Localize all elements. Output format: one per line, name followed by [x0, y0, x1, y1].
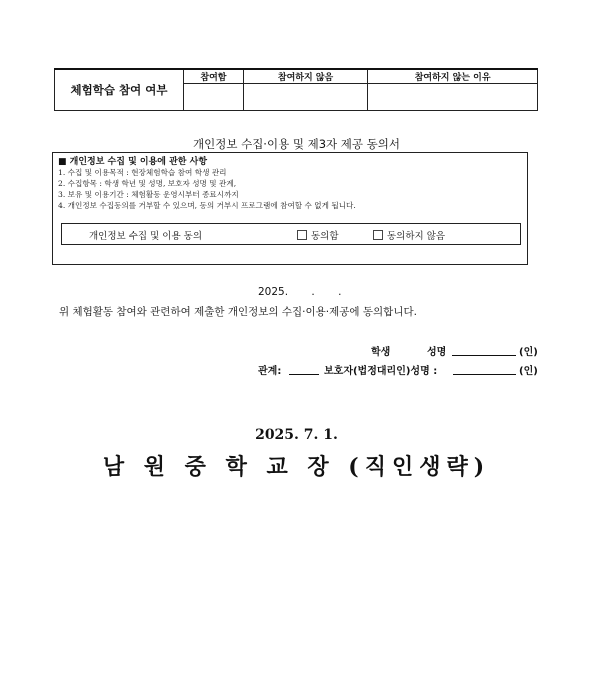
guardian-name-field[interactable] [453, 362, 516, 375]
consent-box [52, 152, 528, 265]
consent-line-refusal: 4. 개인정보 수집동의를 거부할 수 있으며, 동의 거부시 프로그램에 참여할 수 없게 됩니다. [58, 201, 356, 210]
consent-heading: ■ 개인정보 수집 및 이용에 관한 사항 [58, 157, 208, 167]
consent-line-items: 2. 수집항목 : 학생 학년 및 성명, 보호자 성명 및 관계, [58, 179, 237, 188]
consent-agree-row [61, 223, 521, 245]
student-name-field[interactable] [452, 343, 516, 356]
column-participate: 참여함 [184, 69, 244, 84]
agree-checkbox[interactable] [297, 228, 339, 242]
document-title: 개인정보 수집·이용 및 제3자 제공 동의서 [193, 137, 400, 151]
agree-option-label: 동의함 [311, 231, 339, 242]
student-name-label: 성명 [427, 347, 447, 358]
disagree-option-label: 동의하지 않음 [387, 231, 446, 242]
date-blank: 2025. . . [258, 286, 342, 298]
reason-cell[interactable] [368, 84, 538, 111]
student-seal: (인) [519, 347, 538, 358]
column-not-participate: 참여하지 않음 [243, 69, 367, 84]
school-principal: 남 원 중 학 교 장 (직인생략) [102, 454, 491, 480]
consent-line-purpose: 1. 수집 및 이용목적 : 현장체험학습 참여 학생 관리 [58, 168, 227, 177]
participation-row-header: 체험학습 참여 여부 [55, 69, 184, 111]
relation-label: 관계: [258, 366, 282, 377]
participate-cell[interactable] [184, 84, 244, 111]
guardian-seal: (인) [519, 366, 538, 377]
disagree-checkbox[interactable] [373, 228, 445, 242]
column-reason: 참여하지 않는 이유 [368, 69, 538, 84]
consent-agree-label: 개인정보 수집 및 이용 동의 [89, 231, 203, 242]
issue-date: 2025. 7. 1. [255, 427, 338, 443]
student-label: 학생 [371, 347, 391, 358]
relation-field[interactable] [289, 362, 319, 375]
participation-table [54, 68, 538, 111]
not-participate-cell[interactable] [243, 84, 367, 111]
guardian-name-label: 보호자(법정대리인)성명 : [324, 366, 438, 377]
consent-line-period: 3. 보유 및 이용기간 : 체험활동 운영시부터 종료시까지 [58, 190, 239, 199]
checkbox-icon [373, 230, 383, 240]
consent-statement: 위 체험활동 참여와 관련하여 제출한 개인정보의 수집·이용·제공에 동의합니다. [59, 306, 417, 318]
checkbox-icon [297, 230, 307, 240]
